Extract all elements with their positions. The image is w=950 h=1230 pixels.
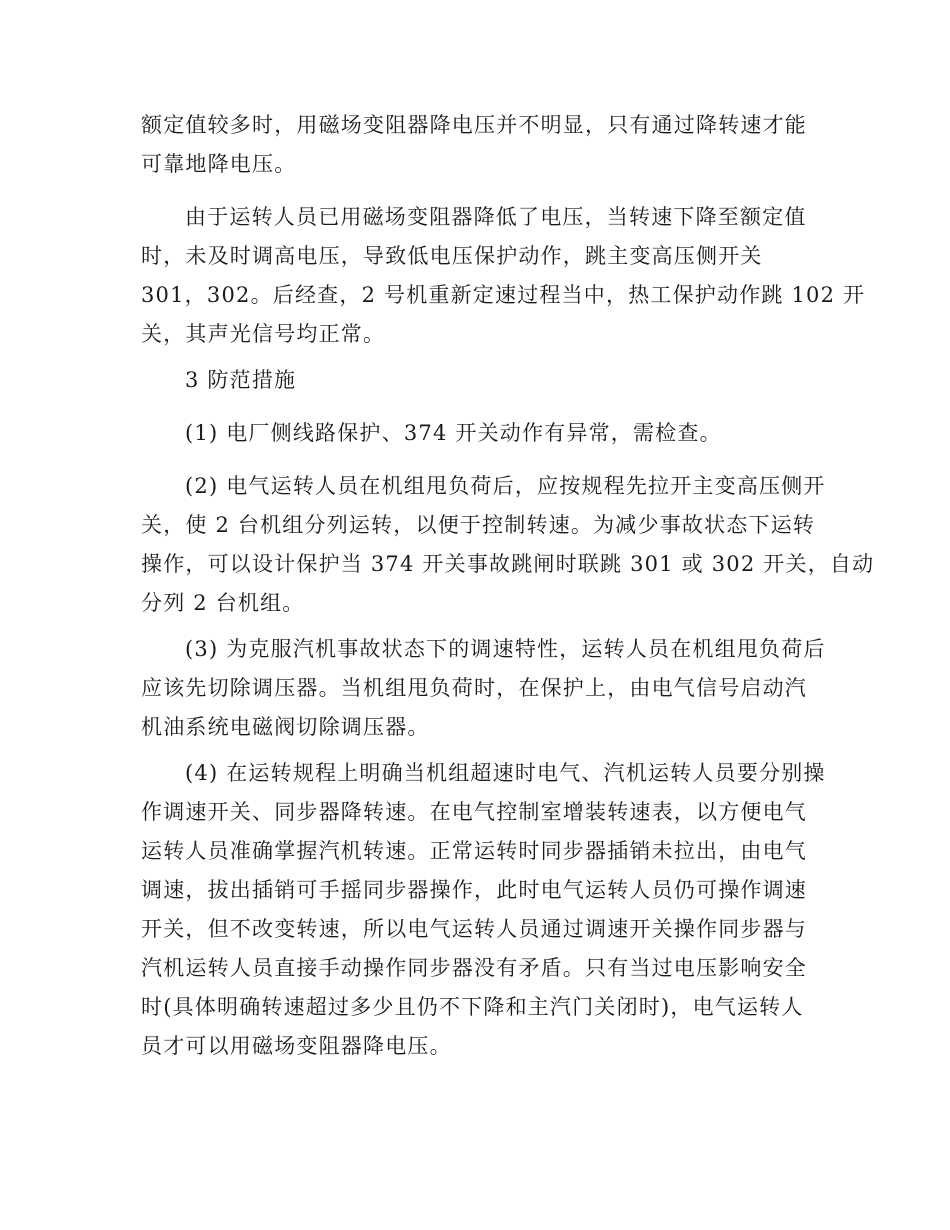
section-heading xyxy=(141,361,809,400)
text-line: 关，其声光信号均正常。 xyxy=(141,322,386,346)
text-line: 关，使 2 台机组分列运转，以便于控制转速。为减少事故状态下运转 xyxy=(141,513,816,537)
text-line: 运转人员准确掌握汽机转速。正常运转时同步器插销未拉出，由电气 xyxy=(141,839,807,863)
text-line: 可靠地降电压。 xyxy=(141,152,297,176)
paragraph-measure-3 xyxy=(141,630,826,747)
heading-line: 3 防范措施 xyxy=(185,368,297,392)
text-line: (1) 电厂侧线路保护、374 开关动作有异常，需检查。 xyxy=(185,421,722,445)
text-line: 汽机运转人员直接手动操作同步器没有矛盾。只有当过电压影响安全 xyxy=(141,956,807,980)
text-line: (3) 为克服汽机事故状态下的调速特性，运转人员在机组甩负荷后 xyxy=(185,637,826,661)
paragraph-measure-4 xyxy=(141,754,826,1066)
text-line: 时，未及时调高电压，导致低电压保护动作，跳主变高压侧开关 xyxy=(141,244,763,268)
text-line: 作调速开关、同步器降转速。在电气控制室增装转速表，以方便电气 xyxy=(141,800,807,824)
paragraph-measure-2 xyxy=(141,467,875,623)
text-line: 由于运转人员已用磁场变阻器降低了电压，当转速下降至额定值 xyxy=(185,205,807,229)
text-line: 301，302。后经查，2 号机重新定速过程当中，热工保护动作跳 102 开 xyxy=(141,283,866,307)
text-line: 调速，拔出插销可手摇同步器操作，此时电气运转人员仍可操作调速 xyxy=(141,878,807,902)
text-line: (4) 在运转规程上明确当机组超速时电气、汽机运转人员要分别操 xyxy=(185,761,826,785)
text-line: 操作，可以设计保护当 374 开关事故跳闸时联跳 301 或 302 开关，自动 xyxy=(141,552,875,576)
text-line: (2) 电气运转人员在机组甩负荷后，应按规程先拉开主变高压侧开 xyxy=(185,474,826,498)
text-line: 应该先切除调压器。当机组甩负荷时，在保护上，由电气信号启动汽 xyxy=(141,676,807,700)
text-line: 分列 2 台机组。 xyxy=(141,591,305,615)
paragraph-measure-1 xyxy=(141,414,809,453)
paragraph-incident-analysis xyxy=(141,198,866,354)
text-line: 时(具体明确转速超过多少且仍不下降和主汽门关闭时)，电气运转人 xyxy=(141,995,804,1019)
text-line: 员才可以用磁场变阻器降电压。 xyxy=(141,1034,452,1058)
text-line: 额定值较多时，用磁场变阻器降电压并不明显，只有通过降转速才能 xyxy=(141,113,807,137)
paragraph-continuation xyxy=(141,106,809,184)
text-line: 开关，但不改变转速，所以电气运转人员通过调速开关操作同步器与 xyxy=(141,917,807,941)
text-line: 机油系统电磁阀切除调压器。 xyxy=(141,715,430,739)
